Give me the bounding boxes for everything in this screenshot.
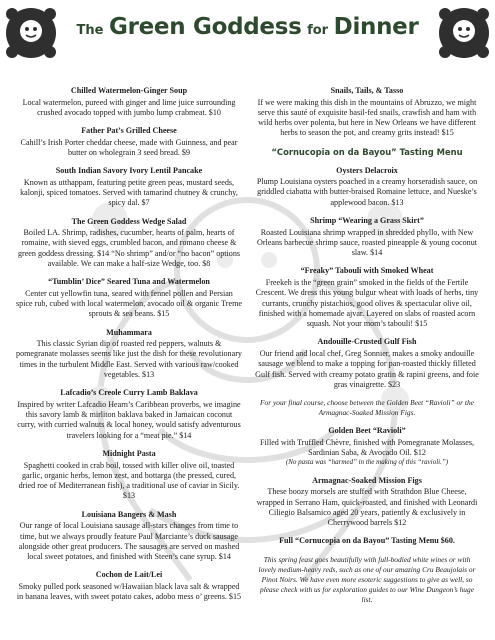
item-description: Smoky pulled pork seasoned w/Hawaiian black lava salt & wrapped in banana leaves, with sweet potato cakes, adobo mess o’ greens. $15	[16, 581, 242, 602]
item-description: These boozy morsels are stuffed with Strathdon Blue Cheese, wrapped in Serrano Ham, quick-roasted, and finished with Leonardi Ciliegio Balsamico aged 20 years, patiently & exclusively in Cherrywood barrels $12	[256, 487, 478, 528]
item-description: This classic Syrian dip of roasted red peppers, walnuts & pomegranate molasses seems like just the dish for these revolutionary times in the turbulent Middle East. Served with various raw/cooked vegetables. $13	[16, 339, 242, 380]
left-column	[16, 86, 242, 611]
menu-item	[254, 166, 480, 208]
title-dinner: Dinner	[333, 14, 419, 40]
item-description: Roasted Louisiana shrimp wrapped in shredded phyllo, with New Orleans barbecue shrimp sauce, roasted pineapple & young coconut slaw. $14	[256, 227, 478, 258]
menu-item	[254, 266, 480, 329]
item-description: Inspired by writer Lafcadio Hearn’s Caribbean proverbs, we imagine this savory lamb & mirliton baklava baked in Jamaican coconut curry, with curried walnuts & local honey, would satisfy adventurous travelers looking for a “meat pie.” $14	[17, 399, 241, 440]
item-title: Shrimp “Wearing a Grass Skirt”	[310, 216, 424, 226]
item-description: If we were making this dish in the mountains of Abruzzo, we might serve this sauté of exquisite basil-fed snails, crawfish and ham with wild herbs over polenta, but here in New Orleans we have different herbs to season the pot, and creamy grits instead! $15	[257, 97, 477, 138]
menu-item	[16, 166, 242, 208]
page-title	[0, 14, 495, 40]
menu-item	[254, 476, 480, 529]
item-note: (No pasta was “harmed” in the making of this “ravioli.”)	[285, 458, 449, 467]
item-title: The Green Goddess Wedge Salad	[71, 216, 187, 226]
item-description: Cahill’s Irish Porter cheddar cheese, made with Guinness, and pear butter on wholegrain 3 seed bread. $9	[20, 137, 238, 157]
tasting-menu-heading: “Cornucopia on da Bayou” Tasting Menu	[271, 146, 463, 157]
item-title: Muhammara	[106, 327, 152, 337]
item-title: Golden Beet “Ravioli”	[328, 426, 406, 436]
wine-pairing-note: This spring feast goes beautifully with full-bodied white wines or with lovely medium-heavy reds, such as one of our amazing Cru Beaujolais or Pinot Noirs. We have even more esoteric suggestions to give as well, so please check with us for exploration guides to our Wine Dungeon’s huge list.	[258, 554, 476, 604]
title-green-goddess: Green Goddess	[109, 14, 302, 40]
item-title: “Freaky” Tabouli with Smoked Wheat	[300, 266, 434, 276]
item-title: “Tumblin’ Dice” Seared Tuna and Watermelon	[48, 277, 210, 287]
item-description: Local watermelon, pureed with ginger and lime juice surrounding crushed avocado topped with jumbo lump crabmeat. $10	[22, 97, 236, 117]
item-title: Snails, Tails, & Tasso	[330, 86, 404, 95]
item-title: Father Pat’s Grilled Cheese	[81, 126, 177, 136]
menu-item	[16, 510, 242, 563]
title-the: The	[76, 23, 104, 38]
item-title: Lafcadio’s Creole Curry Lamb Baklava	[60, 388, 198, 398]
menu-item	[254, 337, 480, 390]
item-description: Spaghetti cooked in crab boil, tossed with killer olive oil, toasted garlic, organic herbs, lemon zest, and bottarga (the pressed, cured, dried roe of Mediterranean fish), a traditional use of caviar in Sicily. $13	[18, 460, 240, 501]
item-title: South Indian Savory Ivory Lentil Pancake	[55, 166, 203, 176]
right-column	[254, 86, 480, 613]
item-description: Our range of local Louisiana sausage all-stars changes from time to time, but we always proudly feature Paul Marciante’s duck sausage alongside other great producers. The sausages are served on mashed local sweet potatoes, and finished with Steen’s cane syrup. $14	[18, 521, 240, 562]
item-title: Louisiana Bangers & Mash	[81, 509, 177, 519]
item-description: Our friend and local chef, Greg Sonnier, makes a smoky andouille sausage we blend to make a topping for pan-roasted thickly filleted Gulf fish. Served with creamy potato gratin & rapini greens, and foie gras vinaigrette. $23	[255, 348, 479, 389]
item-title: Andouille-Crusted Gulf Fish	[317, 337, 417, 347]
menu-item	[254, 216, 480, 258]
item-description: Boiled LA. Shrimp, radishes, cucumber, hearts of palm, hearts of romaine, with sieved eggs, crumbled bacon, and romano cheese & green goddess dressing. $14 “No shrimp” and/or “no bacon” options available. We can make a half-size Wedge, too. $8	[17, 228, 241, 268]
menu-item	[16, 388, 242, 441]
tasting-menu-price: Full “Cornucopia on da Bayou” Tasting Menu $60.	[279, 536, 455, 546]
menu-item	[254, 426, 480, 468]
item-title: Midnight Pasta	[102, 449, 156, 459]
menu-item	[16, 86, 242, 118]
item-title: Cochon de Lait/Lei	[95, 570, 163, 580]
menu-item	[16, 328, 242, 381]
item-description: Filled with Truffled Chèvre, finished with Pomegranate Molasses, Sardinian Saba, & Avocado Oil. $12	[259, 437, 475, 457]
menu-item	[16, 277, 242, 319]
menu-item	[16, 126, 242, 158]
item-description: Center cut yellowfin tuna, seared with fennel pollen and Persian spice rub, cubed with local watermelon, avocado oil & organic Treme sprouts & sea beans. $15	[16, 288, 242, 319]
item-title: Oysters Delacroix	[336, 165, 398, 175]
title-for: for	[307, 23, 329, 38]
item-title: Armagnac-Soaked Mission Figs	[312, 475, 422, 485]
menu-item	[254, 86, 480, 139]
final-course-note: For your final course, choose between the Golden Beet “Ravioli” or the Armagnac-Soaked Mission Figs.	[260, 398, 474, 418]
menu-item	[254, 536, 480, 547]
menu-item	[16, 449, 242, 502]
item-description: Known as utthappam, featuring petite green peas, mustard seeds, kalonji, spiced tomatoes. Served with tamarind chutney & crunchy, spicy dal. $7	[20, 177, 238, 208]
item-description: Plump Louisiana oysters poached in a creamy horseradish sauce, on griddled ciabatta with butter-braised Romaine lettuce, and Nueske’s applewood bacon. $13	[256, 177, 478, 207]
item-title: Chilled Watermelon-Ginger Soup	[70, 86, 188, 95]
menu-item	[16, 217, 242, 270]
menu-item	[16, 570, 242, 602]
item-description: Freekeh is the “green grain” smoked in the fields of the Fertile Crescent. We dress this young bulgur wheat with loads of herbs, tiny currants, crunchy pistachios, good olives & spectacular olive oil, finished with a homemade ajvar. Layered on slabs of roasted acorn squash. Not your mom’s tabouli! $15	[255, 277, 479, 329]
